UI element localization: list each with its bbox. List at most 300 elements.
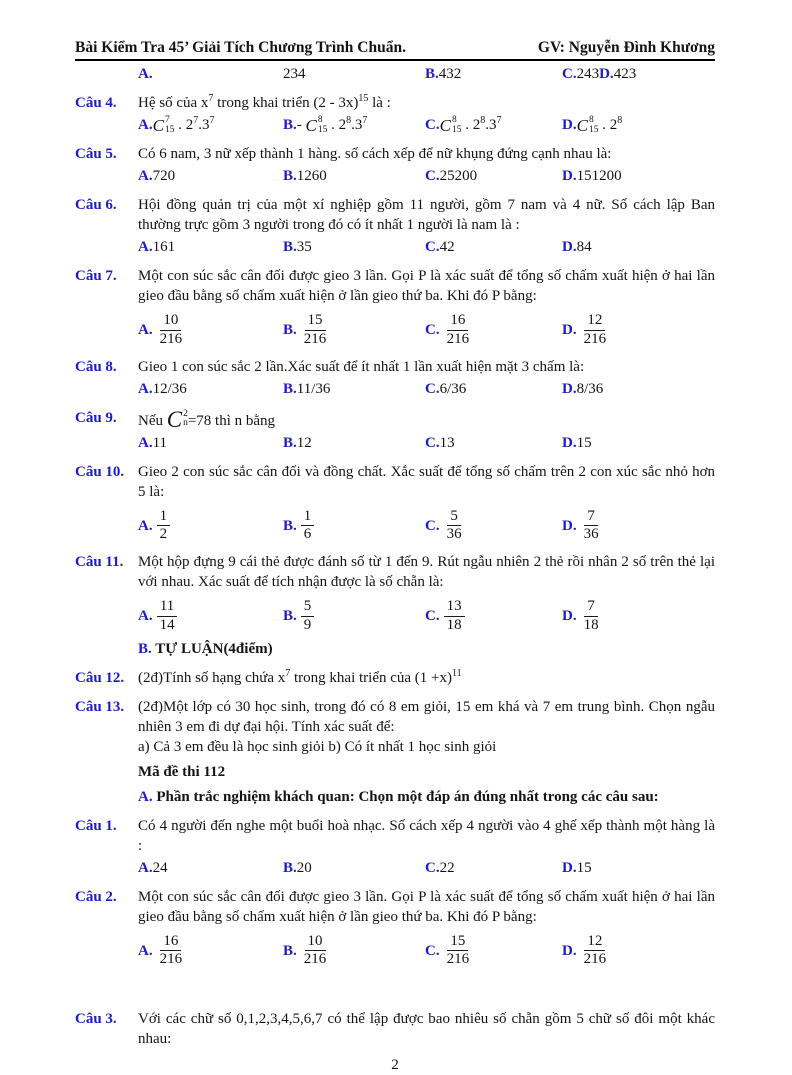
option-letter: D.	[562, 608, 577, 625]
question-text	[138, 144, 715, 164]
fraction-denominator: 36	[583, 526, 599, 543]
question-label: Câu 10.	[75, 463, 125, 480]
option-letter: C.	[425, 380, 440, 397]
question-body	[138, 816, 715, 856]
text-run: Một hộp đựng 9 cái thẻ được đánh số từ 1 đến 9. Rút ngẫu nhiên 2 thẻ rồi nhân 2 số trên thẻ lại với nhau. Xác suất để tích nhận được là số chẵn là:	[138, 554, 715, 591]
question-cau-9	[75, 408, 715, 453]
question-text	[138, 357, 715, 377]
option-letter: B.	[283, 859, 297, 876]
option-a	[138, 379, 283, 399]
text-run: Nếu	[138, 412, 167, 429]
option-b	[283, 166, 425, 186]
question-text	[138, 697, 715, 737]
page-header	[75, 38, 715, 61]
option-letter: D.	[562, 859, 577, 876]
fraction	[157, 598, 178, 634]
text-run: . 2	[461, 117, 481, 133]
exam-title: Bài Kiểm Tra 45’ Giải Tích Chương Trình Chuẩn.	[75, 39, 406, 56]
combination-symbol: C 8 15	[439, 114, 462, 135]
text-run: 720	[152, 168, 176, 185]
text-run: 20	[296, 859, 312, 876]
option-b	[283, 115, 425, 135]
question-label: Câu 7.	[75, 268, 117, 285]
option-letter: C.	[425, 859, 440, 876]
fraction-denominator: 216	[583, 330, 607, 347]
text-run: 6/36	[439, 380, 467, 397]
fraction-denominator: 6	[303, 526, 312, 543]
answer-options	[138, 933, 715, 969]
superscript: 8	[617, 115, 623, 126]
option-letter: B.	[283, 322, 297, 339]
superscript: 15	[358, 93, 369, 104]
option-letter: B.	[283, 942, 297, 959]
question-cau-5	[75, 144, 715, 186]
option-letter: D.	[562, 239, 577, 256]
question-label: Câu 13.	[75, 698, 125, 715]
question-text	[138, 408, 715, 431]
option-text	[297, 166, 327, 186]
fraction-numerator: 11	[157, 598, 177, 616]
question-body	[138, 144, 715, 164]
section-trac-nghiem	[138, 787, 715, 807]
option-letter: C.	[425, 117, 440, 134]
option-b	[283, 508, 425, 544]
superscript: 7	[362, 115, 368, 126]
combination-symbol: C 8 15	[305, 114, 328, 135]
fraction-numerator: 5	[447, 508, 461, 526]
question-cau-1	[75, 816, 715, 878]
question-body	[138, 93, 715, 113]
fraction	[581, 312, 610, 348]
option-letter: A.	[138, 168, 153, 185]
option-d	[562, 115, 715, 135]
question-body	[138, 462, 715, 502]
question-body	[138, 887, 715, 927]
question-text	[138, 552, 715, 592]
question-text	[138, 816, 715, 856]
fraction-denominator: 216	[159, 951, 183, 968]
option-b	[283, 858, 425, 878]
question-cau-7	[75, 266, 715, 348]
superscript: 8	[480, 115, 486, 126]
question-head	[75, 697, 715, 757]
question-label: Câu 6.	[75, 197, 117, 214]
option-a	[138, 858, 283, 878]
option-text	[577, 166, 622, 186]
fraction	[157, 933, 186, 969]
option-d	[562, 166, 715, 186]
option-b	[283, 312, 425, 348]
text-run: 11	[152, 434, 168, 451]
text-run: Phần trắc nghiệm khách quan: Chọn một đáp án đúng nhất trong các câu sau:	[152, 788, 659, 805]
option-a	[138, 508, 283, 544]
option-letter: D.	[562, 322, 577, 339]
option-text	[440, 858, 455, 878]
text-run: -	[296, 117, 306, 133]
answer-options	[138, 598, 715, 634]
text-run: A.	[138, 788, 153, 805]
fraction-denominator: 216	[159, 330, 183, 347]
answer-cell-c	[425, 64, 562, 84]
exam-code	[138, 762, 715, 782]
text-run: Có 4 người đến nghe một buổi hoà nhạc. Số cách xếp 4 người vào 4 ghế xếp thành một hàng là :	[138, 817, 715, 854]
question-head	[75, 266, 715, 306]
option-letter: A.	[138, 608, 153, 625]
text-run: 42	[439, 239, 455, 256]
option-letter: D.	[562, 168, 577, 185]
fraction-numerator: 1	[301, 508, 315, 526]
option-text	[577, 237, 592, 257]
text-run: TỰ LUẬN(4điểm)	[151, 640, 273, 657]
text-run: .3	[485, 117, 497, 133]
option-text	[297, 858, 312, 878]
page-number: 2	[391, 1057, 399, 1074]
answer-cell-d	[562, 64, 715, 84]
option-c	[425, 166, 562, 186]
option-letter: A.	[138, 517, 153, 534]
option-text	[153, 115, 215, 135]
option-a	[138, 933, 283, 969]
answer-options	[138, 166, 715, 186]
option-b	[283, 237, 425, 257]
option-text	[153, 237, 176, 257]
text-run: A.	[138, 66, 153, 82]
answer-options	[138, 237, 715, 257]
option-d	[562, 858, 715, 878]
option-d	[562, 598, 715, 634]
fraction-denominator: 36	[446, 526, 462, 543]
question-cau-6	[75, 195, 715, 257]
text-run: Gieo 1 con súc sắc 2 lần.Xác suất để ít nhất 1 lần xuất hiện mặt 3 chấm là:	[138, 358, 585, 375]
fraction-numerator: 1	[157, 508, 171, 526]
text-run: B.	[425, 66, 439, 82]
question-body	[138, 668, 715, 688]
option-a	[138, 237, 283, 257]
question-cau-8	[75, 357, 715, 399]
text-run: 24	[152, 859, 168, 876]
option-letter: A.	[138, 859, 153, 876]
text-run: Mã đề thi 112	[138, 763, 226, 780]
question-label: Câu 11.	[75, 554, 124, 571]
option-a	[138, 166, 283, 186]
option-d	[562, 508, 715, 544]
option-letter: B.	[283, 117, 297, 134]
option-letter: D.	[562, 117, 577, 134]
combination-symbol: C 7 15	[152, 114, 175, 135]
option-text	[297, 115, 368, 135]
option-a	[138, 598, 283, 634]
superscript: 11	[452, 667, 462, 679]
fraction-denominator: 14	[159, 616, 175, 633]
section-tu-luan	[138, 639, 715, 659]
option-a	[138, 433, 283, 453]
option-text	[577, 115, 623, 135]
question-head	[75, 93, 715, 113]
text-run: =78 thì n bằng	[187, 412, 276, 429]
question-body	[138, 697, 715, 757]
question-label: Câu 8.	[75, 358, 117, 375]
text-run: Một con súc sắc cân đối được gieo 3 lần. Gọi P là xác suất để tổng số chấm xuất hiện ở hai lần gieo đầu bằng số chấm xuất hiện ở lần gieo thứ ba. Khi đó P bằng:	[138, 888, 715, 925]
fraction-numerator: 5	[301, 598, 315, 616]
answer-options	[138, 379, 715, 399]
fraction-numerator: 16	[160, 933, 181, 951]
fraction-denominator: 216	[303, 330, 327, 347]
text-run: .3	[351, 117, 363, 133]
fraction-numerator: 7	[584, 598, 598, 616]
question-cau-10	[75, 462, 715, 544]
option-text	[440, 237, 455, 257]
fraction-denominator: 18	[446, 616, 462, 633]
superscript: 7	[496, 115, 502, 126]
fraction	[157, 508, 171, 544]
fraction	[301, 508, 315, 544]
exam-body	[75, 64, 715, 1049]
superscript: 7	[209, 115, 215, 126]
option-letter: C.	[425, 517, 440, 534]
text-run: Có 6 nam, 3 nữ xếp thành 1 hàng. số cách xếp để nữ khụng đứng cạnh nhau là:	[138, 146, 612, 163]
text-run: B.	[138, 640, 152, 657]
text-run: 151200	[576, 168, 622, 185]
text-run: trong khai triển của (1 +x)	[290, 669, 453, 686]
answer-options	[138, 508, 715, 544]
fraction-numerator: 12	[584, 933, 605, 951]
text-run: Hệ số của x	[138, 95, 209, 111]
question-label: Câu 1.	[75, 817, 117, 834]
question-label: Câu 12.	[75, 669, 125, 686]
fraction-denominator: 2	[159, 526, 168, 543]
option-letter: C.	[425, 322, 440, 339]
fraction-numerator: 15	[447, 933, 468, 951]
text-run: 12/36	[152, 380, 187, 397]
question-label: Câu 2.	[75, 888, 117, 905]
option-d	[562, 379, 715, 399]
question-extra-line	[138, 737, 715, 757]
question-text	[138, 266, 715, 306]
fraction	[444, 312, 473, 348]
fraction	[444, 508, 465, 544]
option-c	[425, 933, 562, 969]
option-letter: A.	[138, 380, 153, 397]
text-run: Với các chữ số 0,1,2,3,4,5,6,7 có thể lập được bao nhiêu số chẵn gồm 5 chữ số đôi một khác nhau:	[138, 1011, 715, 1048]
text-run: (2đ)Một lớp có 30 học sinh, trong đó có 8 em giỏi, 15 em khá và 7 em trung bình. Chọn ngẫu nhiên 3 em đi dự đại hội. Tính xác suất để:	[138, 698, 715, 735]
option-text	[153, 858, 168, 878]
option-c	[425, 433, 562, 453]
text-run: 1260	[296, 168, 327, 185]
fraction-denominator: 216	[446, 951, 470, 968]
answer-options	[138, 858, 715, 878]
superscript: 8	[346, 115, 352, 126]
fraction	[581, 598, 602, 634]
vertical-gap	[75, 970, 715, 1000]
option-b	[283, 598, 425, 634]
text-run: a) Cả 3 em đều là học sinh giỏi b) Có ít nhất 1 học sinh giỏi	[138, 738, 497, 755]
option-text	[297, 433, 312, 453]
text-run: 11/36	[296, 380, 331, 397]
text-run: 161	[152, 239, 176, 256]
text-run: 35	[296, 239, 312, 256]
combination-symbol: C 2 n	[166, 406, 188, 432]
option-text	[440, 166, 478, 186]
question-head	[75, 816, 715, 856]
question-head	[75, 195, 715, 235]
option-letter: D.	[562, 380, 577, 397]
question-text	[138, 195, 715, 235]
text-run: 12	[296, 434, 312, 451]
question-label: Câu 9.	[75, 409, 117, 426]
question-head	[75, 357, 715, 377]
fraction-numerator: 10	[305, 933, 326, 951]
answer-cell-a	[138, 64, 283, 84]
text-run: 15	[576, 859, 592, 876]
option-c	[425, 508, 562, 544]
text-run: Gieo 2 con súc sắc cân đối và đồng chất. Xắc suất để tổng số chấm trên 2 con xúc sắc nhỏ hơn 5 là:	[138, 463, 715, 500]
fraction-denominator: 216	[583, 951, 607, 968]
superscript: 7	[208, 93, 214, 104]
text-run: 8/36	[576, 380, 604, 397]
option-letter: C.	[425, 239, 440, 256]
option-d	[562, 933, 715, 969]
option-text	[440, 115, 502, 135]
question-body	[138, 195, 715, 235]
text-run: . 2	[327, 117, 347, 133]
text-run: 432	[438, 66, 462, 82]
option-text	[440, 379, 467, 399]
question-body	[138, 1009, 715, 1049]
text-run: . 2	[174, 117, 194, 133]
text-run: D.	[599, 66, 614, 82]
option-letter: B.	[283, 434, 297, 451]
orphan-answer-row	[138, 64, 715, 84]
option-text	[153, 379, 187, 399]
text-run: 234	[283, 66, 306, 82]
text-run: C.	[562, 66, 577, 82]
question-cau-12	[75, 668, 715, 688]
question-label: Câu 3.	[75, 1011, 117, 1028]
option-letter: D.	[562, 434, 577, 451]
text-run: (2đ)Tính số hạng chứa x	[138, 669, 286, 686]
text-run: .3	[198, 117, 210, 133]
superscript: 7	[193, 115, 199, 126]
fraction-numerator: 13	[444, 598, 465, 616]
option-c	[425, 858, 562, 878]
option-letter: C.	[425, 608, 440, 625]
fraction-denominator: 9	[303, 616, 312, 633]
question-text	[138, 887, 715, 927]
question-body	[138, 408, 715, 431]
fraction	[581, 933, 610, 969]
question-text	[138, 668, 715, 688]
option-letter: D.	[562, 517, 577, 534]
fraction-numerator: 16	[447, 312, 468, 330]
fraction	[581, 508, 602, 544]
option-text	[153, 433, 167, 453]
fraction	[301, 933, 330, 969]
option-letter: B.	[283, 608, 297, 625]
answer-options	[138, 115, 715, 135]
fraction-numerator: 7	[584, 508, 598, 526]
text-run: 13	[439, 434, 455, 451]
question-body	[138, 266, 715, 306]
question-cau-13	[75, 697, 715, 757]
option-text	[577, 858, 592, 878]
fraction-numerator: 12	[584, 312, 605, 330]
fraction	[444, 598, 465, 634]
option-text	[297, 379, 331, 399]
question-text	[138, 462, 715, 502]
option-c	[425, 115, 562, 135]
option-letter: A.	[138, 942, 153, 959]
option-c	[425, 237, 562, 257]
option-c	[425, 312, 562, 348]
option-b	[283, 433, 425, 453]
option-text	[153, 166, 176, 186]
option-letter: C.	[425, 168, 440, 185]
text-run: trong khai triển (2 - 3x)	[213, 95, 359, 111]
option-letter: A.	[138, 117, 153, 134]
text-run: 423	[613, 66, 637, 82]
text-run: 84	[576, 239, 592, 256]
fraction	[301, 312, 330, 348]
fraction-numerator: 10	[160, 312, 181, 330]
fraction	[301, 598, 315, 634]
question-body	[138, 357, 715, 377]
option-letter: B.	[283, 168, 297, 185]
question-cau-2	[75, 887, 715, 969]
option-c	[425, 598, 562, 634]
option-letter: C.	[425, 434, 440, 451]
question-head	[75, 668, 715, 688]
question-head	[75, 552, 715, 592]
fraction-denominator: 18	[583, 616, 599, 633]
answer-options	[138, 433, 715, 453]
question-cau-4	[75, 93, 715, 135]
option-letter: B.	[283, 517, 297, 534]
option-d	[562, 433, 715, 453]
fraction	[157, 312, 186, 348]
teacher-name: GV: Nguyễn Đình Khương	[537, 39, 715, 56]
question-text	[138, 93, 715, 113]
option-text	[297, 237, 312, 257]
option-text	[577, 379, 604, 399]
question-head	[75, 462, 715, 502]
question-head	[75, 1009, 715, 1049]
option-letter: A.	[138, 322, 153, 339]
option-b	[283, 379, 425, 399]
option-c	[425, 379, 562, 399]
question-label: Câu 5.	[75, 146, 117, 163]
text-run: 25200	[439, 168, 478, 185]
option-a	[138, 115, 283, 135]
question-head	[75, 144, 715, 164]
option-text	[577, 433, 592, 453]
question-head	[75, 408, 715, 431]
text-run: Hội đồng quản trị của một xí nghiệp gồm 11 người, gồm 7 nam và 4 nữ. Số cách lập Ban thường trực gồm 3 người trong đó có ít nhất 1 người là nam là :	[138, 197, 715, 234]
option-letter: A.	[138, 239, 153, 256]
option-d	[562, 237, 715, 257]
text-run: 243	[576, 66, 600, 82]
answer-cell-b	[283, 64, 425, 84]
text-run: là :	[368, 95, 391, 111]
question-body	[138, 552, 715, 592]
fraction	[444, 933, 473, 969]
question-cau-11	[75, 552, 715, 634]
combination-symbol: C 8 15	[576, 114, 599, 135]
option-letter: D.	[562, 942, 577, 959]
option-letter: B.	[283, 380, 297, 397]
superscript: 7	[285, 667, 291, 679]
question-head	[75, 887, 715, 927]
text-run: Một con súc sắc cân đối được gieo 3 lần. Gọi P là xác suất để tổng số chấm xuất hiện ở hai lần gieo đầu bằng số chấm xuất hiện ở lần gieo thứ ba. Khi đó P bằng:	[138, 268, 715, 305]
